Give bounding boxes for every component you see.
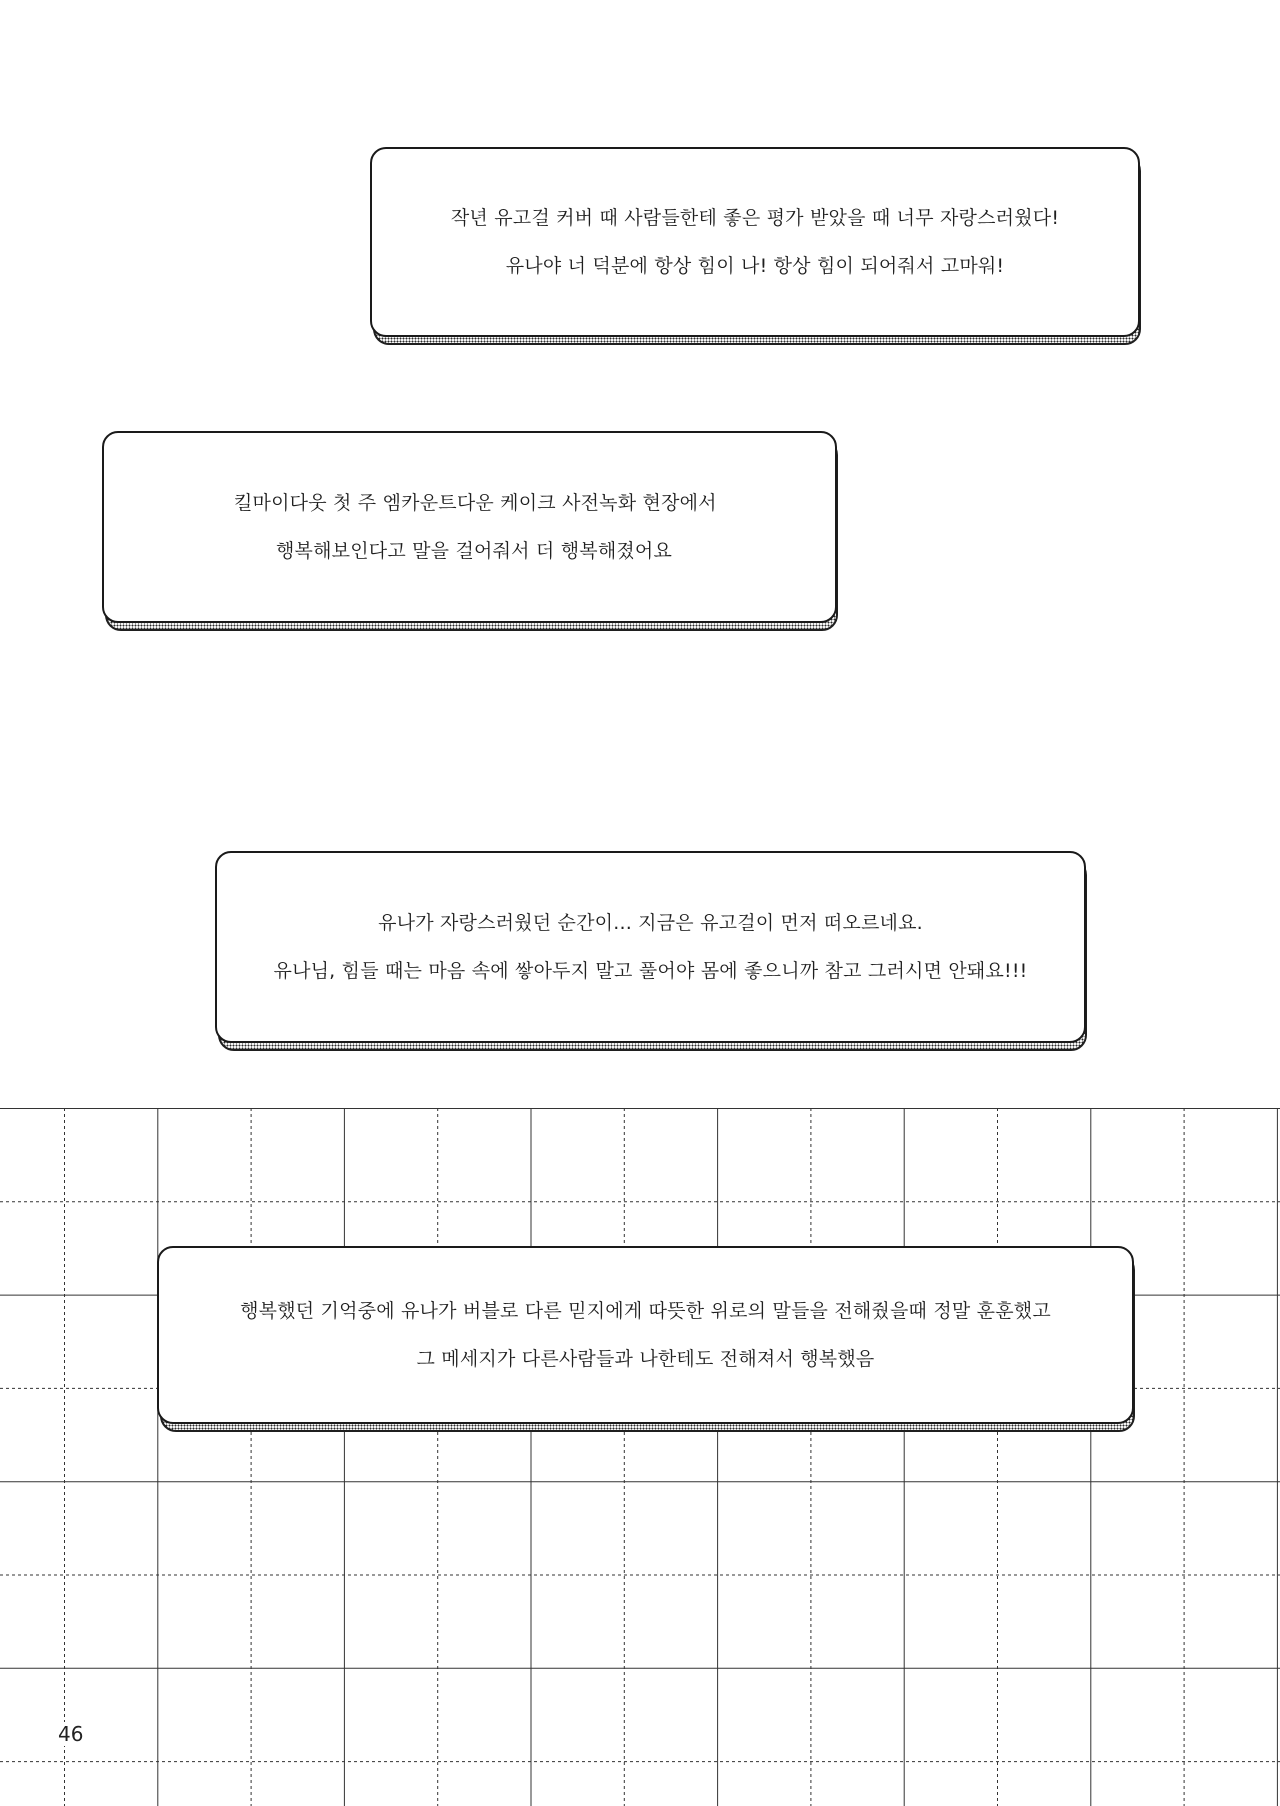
manuscript-grid-background bbox=[0, 1108, 1280, 1806]
message-card-4 bbox=[157, 1246, 1134, 1424]
card-body bbox=[157, 1246, 1134, 1424]
message-line: 행복했던 기억중에 유나가 버블로 다른 믿지에게 따뜻한 위로의 말들을 전해줬을때 정말 훈훈했고 bbox=[240, 1300, 1051, 1322]
message-card-1 bbox=[370, 147, 1140, 337]
card-body bbox=[370, 147, 1140, 337]
message-line: 유나가 자랑스러웠던 순간이... 지금은 유고걸이 먼저 떠오르네요. bbox=[378, 912, 923, 934]
message-line: 유나님, 힘들 때는 마음 속에 쌓아두지 말고 풀어야 몸에 좋으니까 참고 그러시면 안돼요!!! bbox=[273, 960, 1028, 982]
page-number: 46 bbox=[58, 1722, 84, 1746]
card-body bbox=[102, 431, 837, 623]
message-line: 그 메세지가 다른사람들과 나한테도 전해져서 행복했음 bbox=[416, 1348, 875, 1370]
message-line: 유나야 너 덕분에 항상 힘이 나! 항상 힘이 되어줘서 고마워! bbox=[505, 255, 1005, 277]
message-card-3 bbox=[215, 851, 1086, 1043]
message-card-2 bbox=[102, 431, 837, 623]
message-line: 킬마이다웃 첫 주 엠카운트다운 케이크 사전녹화 현장에서 bbox=[234, 492, 717, 514]
message-line: 행복해보인다고 말을 걸어줘서 더 행복해졌어요 bbox=[276, 540, 673, 562]
message-line: 작년 유고걸 커버 때 사람들한테 좋은 평가 받았을 때 너무 자랑스러웠다! bbox=[450, 207, 1060, 229]
card-body bbox=[215, 851, 1086, 1043]
